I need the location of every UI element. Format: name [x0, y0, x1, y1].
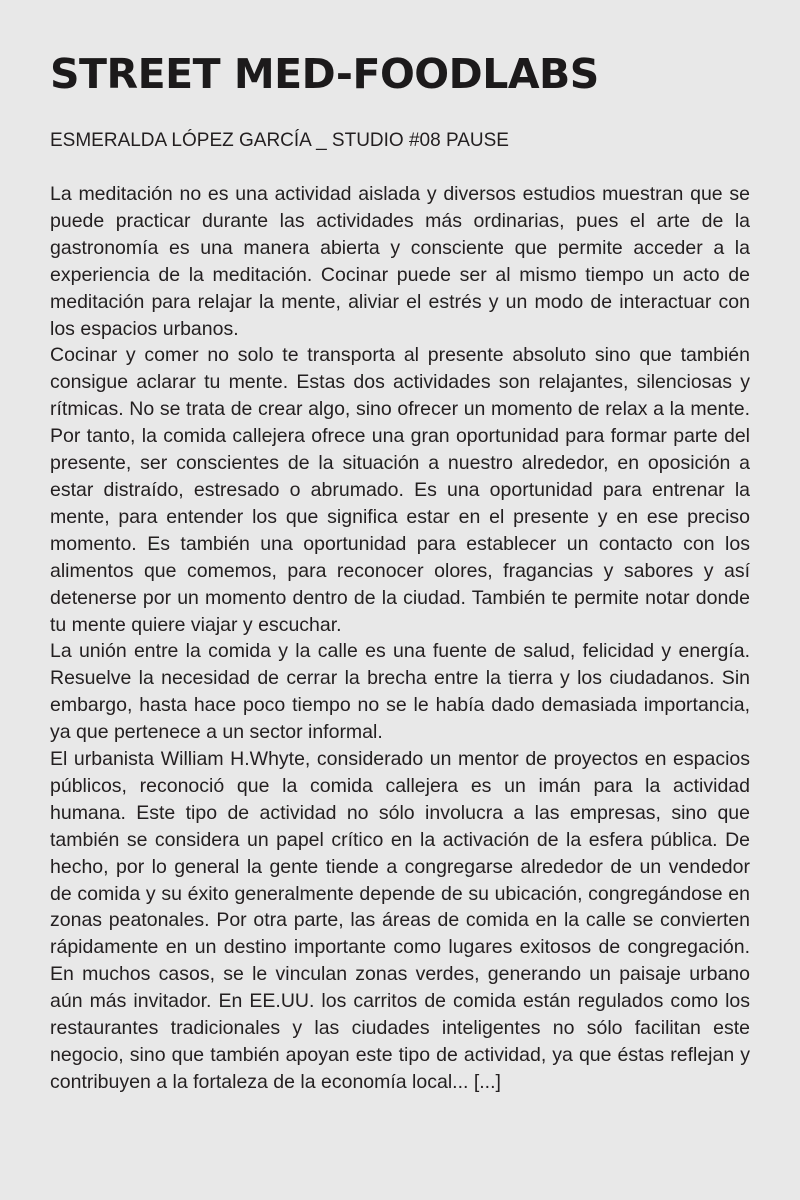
- body-paragraph: Cocinar y comer no solo te transporta al presente absoluto sino que también consigue aclarar tu mente. Estas dos actividades son relajantes, silenciosas y rítmicas. No se trata de crear algo, sino ofrecer un momento de relax a la mente. Por tanto, la comida callejera ofrece una gran oportunidad para formar parte del presente, ser conscientes de la situación a nuestro alrededor, en oposición a estar distraído, estresado o abrumado. Es una oportunidad para entrenar la mente, para entender los que significa estar en el presente y en ese preciso momento. Es también una oportunidad para establecer un contacto con los alimentos que comemos, para reconocer olores, fragancias y sabores y así detenerse por un momento dentro de la ciudad. También te permite notar donde tu mente quiere viajar y escuchar.: [50, 344, 750, 636]
- article-title: STREET MED-FOODLABS: [50, 50, 599, 98]
- body-paragraph: La unión entre la comida y la calle es una fuente de salud, felicidad y energía. Resuelve la necesidad de cerrar la brecha entre la tierra y los ciudadanos. Sin embargo, hasta hace poco tiempo no se le había dado demasiada importancia, ya que pertenece a un sector informal.: [50, 640, 750, 744]
- article-body: [50, 181, 750, 1096]
- article-byline: ESMERALDA LÓPEZ GARCÍA _ STUDIO #08 PAUSE: [50, 130, 509, 151]
- body-paragraph: El urbanista William H.Whyte, considerado un mentor de proyectos en espacios públicos, reconoció que la comida callejera es un imán para la actividad humana. Este tipo de actividad no sólo involucra a las empresas, sino que también se considera un papel crítico en la activación de la esfera pública. De hecho, por lo general la gente tiende a congregarse alrededor de un vendedor de comida y su éxito generalmente depende de su ubicación, congregándose en zonas peatonales. Por otra parte, las áreas de comida en la calle se convierten rápidamente en un destino importante como lugares exitosos de congregación. En muchos casos, se le vinculan zonas verdes, generando un paisaje urbano aún más invitador. En EE.UU. los carritos de comida están regulados como los restaurantes tradicionales y las ciudades inteligentes no sólo facilitan este negocio, sino que también apoyan este tipo de actividad, ya que éstas reflejan y contribuyen a la fortaleza de la economía local... [...]: [50, 748, 750, 1093]
- body-paragraph: La meditación no es una actividad aislada y diversos estudios muestran que se puede practicar durante las actividades más ordinarias, pues el arte de la gastronomía es una manera abierta y consciente que permite acceder a la experiencia de la meditación. Cocinar puede ser al mismo tiempo un acto de meditación para relajar la mente, aliviar el estrés y un modo de interactuar con los espacios urbanos.: [50, 183, 750, 340]
